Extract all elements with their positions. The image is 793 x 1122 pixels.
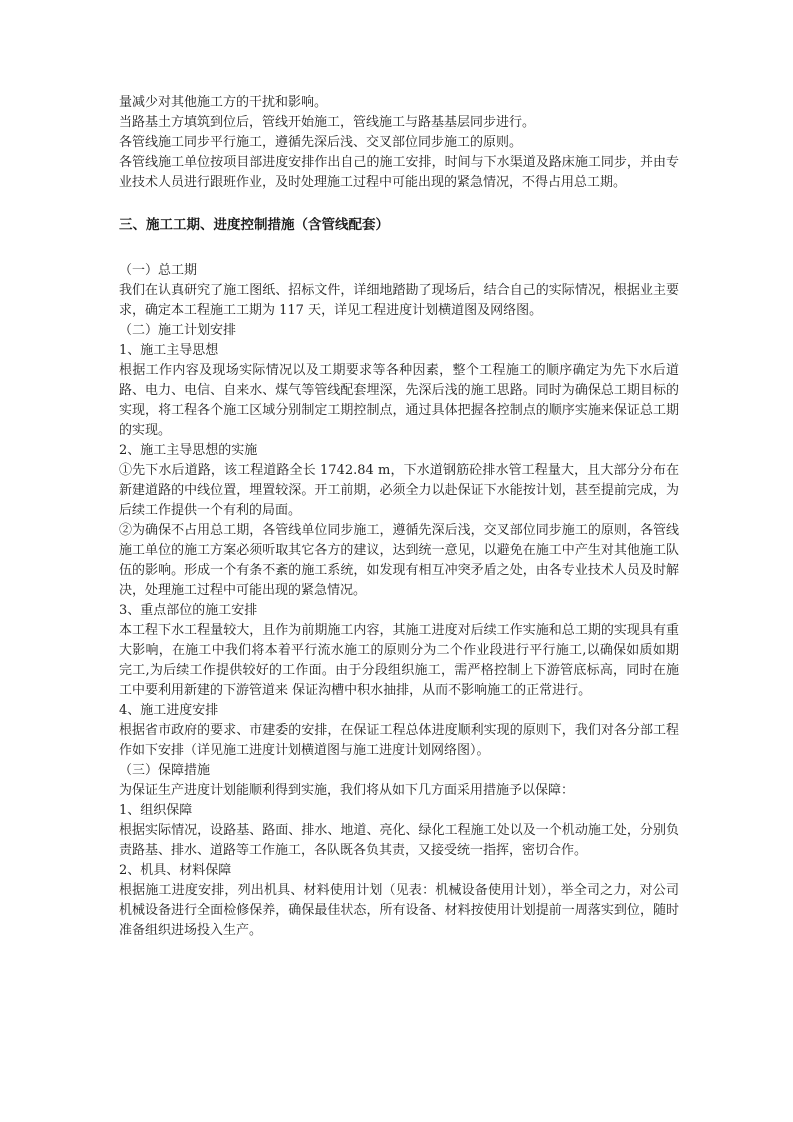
section-heading: 三、施工工期、进度控制措施（含管线配套） [119, 217, 389, 233]
item-title-equipment: 2、机具、材料保障 [119, 863, 232, 878]
paragraph-total-period: 我们在认真研究了施工图纸、招标文件，详细地踏勘了现场后，结合自己的实际情况，根据业主要求，确定本工程施工工期为 117 天，详见工程进度计划横道图及网络图。 [119, 283, 679, 318]
subsection-title-schedule: （二）施工计划安排 [119, 323, 237, 338]
item-title-guiding-idea: 1、施工主导思想 [119, 343, 219, 358]
intro-paragraph-4: 各管线施工单位按项目部进度安排作出自己的施工安排，时间与下水渠道及路床施工同步，并由专业技术人员进行跟班作业，及时处理施工过程中可能出现的紧急情况，不得占用总工期。 [119, 155, 679, 190]
intro-paragraph-1: 量减少对其他施工方的干扰和影响。 [119, 95, 328, 110]
item-title-implementation: 2、施工主导思想的实施 [119, 443, 258, 458]
paragraph-progress: 根据省市政府的要求、市建委的安排，在保证工程总体进度顺利实现的原则下，我们对各分部工程作如下安排（详见施工进度计划横道图与施工进度计划网络图）。 [119, 723, 679, 758]
document-page [119, 93, 679, 941]
intro-paragraph-2: 当路基土方填筑到位后，管线开始施工，管线施工与路基基层同步进行。 [119, 115, 536, 130]
paragraph-implementation-1: ①先下水后道路，该工程道路全长 1742.84 m，下水道钢筋砼排水管工程量大，且大部分分布在新建道路的中线位置，埋置较深。开工前期，必须全力以赴保证下水能按计划，甚至提前完成，为后续工作提供一个有利的局面。 [119, 463, 679, 518]
paragraph-guiding-idea: 根据工作内容及现场实际情况以及工期要求等各种因素，整个工程施工的顺序确定为先下水后道路、电力、电信、自来水、煤气等管线配套埋深，先深后浅的施工思路。同时为确保总工期目标的实现，将工程各个施工区域分别制定工期控制点，通过具体把握各控制点的顺序实施来保证总工期的实现。 [119, 363, 679, 438]
item-title-progress: 4、施工进度安排 [119, 703, 219, 718]
item-title-organization: 1、组织保障 [119, 803, 193, 818]
paragraph-organization: 根据实际情况，设路基、路面、排水、地道、亮化、绿化工程施工处以及一个机动施工处，分别负责路基、排水、道路等工作施工，各队既各负其责，又接受统一指挥，密切合作。 [119, 823, 679, 858]
intro-paragraph-3: 各管线施工同步平行施工，遵循先深后浅、交叉部位同步施工的原则。 [119, 135, 523, 150]
subsection-title-safeguards: （三）保障措施 [119, 763, 211, 778]
item-title-key-parts: 3、重点部位的施工安排 [119, 603, 258, 618]
paragraph-implementation-2: ②为确保不占用总工期，各管线单位同步施工，遵循先深后浅，交叉部位同步施工的原则，各管线施工单位的施工方案必须听取其它各方的建议，达到统一意见，以避免在施工中产生对其他施工队伍的影响。形成一个有条不紊的施工系统，如发现有相互冲突矛盾之处，由各专业技术人员及时解决，处理施工过程中可能出现的紧急情况。 [119, 523, 679, 598]
paragraph-equipment: 根据施工进度安排，列出机具、材料使用计划（见表：机械设备使用计划），举全司之力，对公司机械设备进行全面检修保养，确保最佳状态，所有设备、材料按使用计划提前一周落实到位，随时准备组织进场投入生产。 [119, 883, 679, 938]
paragraph-key-parts: 本工程下水工程量较大，且作为前期施工内容，其施工进度对后续工作实施和总工期的实现具有重大影响，在施工中我们将本着平行流水施工的原则分为二个作业段进行平行施工,以确保如质如期完工,为后续工作提供较好的工作面。由于分段组织施工，需严格控制上下游管底标高，同时在施工中要利用新建的下游管道来 保证沟槽中积水抽排，从而不影响施工的正常进行。 [119, 623, 679, 698]
paragraph-safeguards: 为保证生产进度计划能顺利得到实施，我们将从如下几方面采用措施予以保障： [119, 783, 575, 798]
subsection-title-total-period: （一）总工期 [119, 263, 198, 278]
